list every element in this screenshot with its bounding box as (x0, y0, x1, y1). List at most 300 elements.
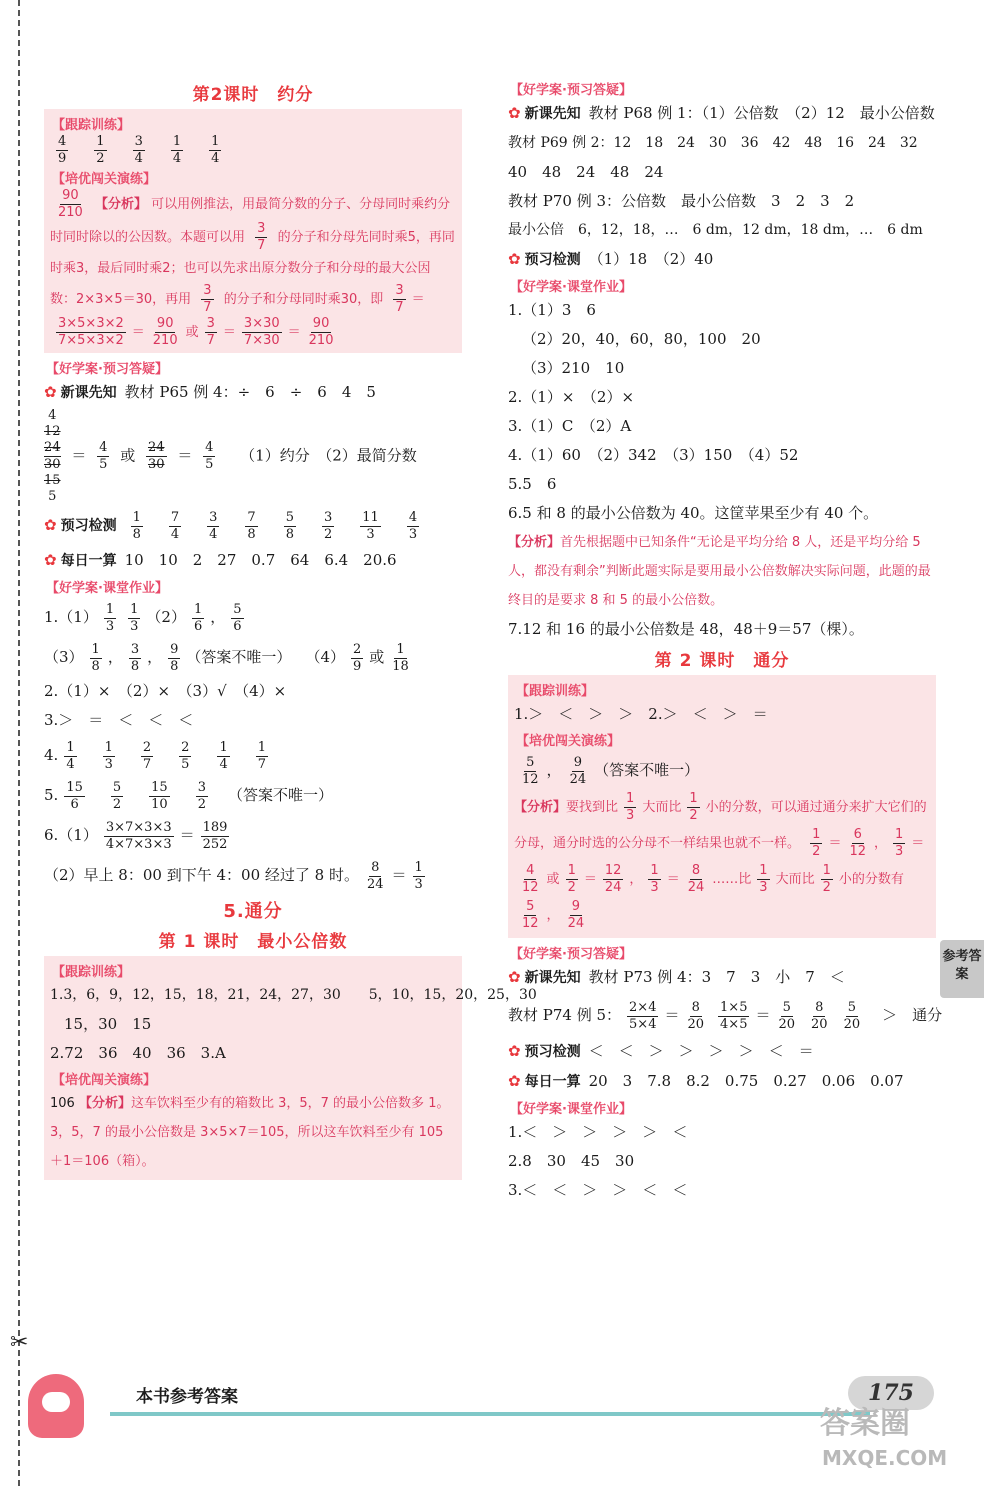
fraction (566, 863, 578, 896)
q1-a: 1.（1） $\frac{1}{3}$ $\frac{1}{3}$ （2） $\frac{1}{6}$ ， $\frac{5}{6}$ (44, 597, 462, 637)
flower-icon: ✿ (508, 250, 521, 268)
denominator: 4 (66, 756, 75, 772)
fraction (836, 999, 869, 1032)
denominator: 24 (567, 916, 585, 931)
eq-fraction (387, 283, 411, 315)
preview-tag: 【好学案·预习答疑】 (46, 362, 168, 377)
excel-tag: 【培优闯关演练】 (52, 1073, 157, 1088)
q4-fractions (58, 739, 288, 772)
mascot-icon (28, 1374, 84, 1438)
flower-icon: ✿ (44, 516, 57, 534)
denominator: 7×5×3×2 (58, 333, 124, 348)
denominator: 252 (202, 836, 228, 852)
numerator: 90 (62, 188, 79, 203)
numerator: 90 (312, 316, 330, 331)
nl3: 40 48 24 48 24 (508, 163, 664, 181)
fraction (751, 863, 775, 895)
fraction (624, 791, 636, 824)
fraction (97, 440, 109, 473)
numerator: 5 (782, 999, 791, 1015)
fraction (169, 510, 181, 543)
numerator: 1×5 (720, 999, 748, 1015)
flower-icon: ✿ (508, 968, 521, 986)
numerator: 1 (66, 739, 75, 755)
denominator: 4×5 (720, 1016, 748, 1032)
q2: 2.（1）× （2）× （3）√ （4）× (44, 682, 287, 700)
fraction (203, 440, 215, 473)
daily-calc-label: 每日一算 (60, 553, 117, 569)
preview-check-r2: ✿ 预习检测 ＜ ＜ ＞ ＞ ＞ ＞ ＜ ＝ (508, 1042, 814, 1060)
numerator: 8 (691, 863, 701, 878)
denominator: 5 (205, 457, 214, 472)
numerator: 3 (134, 134, 143, 149)
d1: 1.＜ ＞ ＞ ＞ ＞ ＜ (508, 1123, 688, 1141)
denominator: 3 (105, 618, 115, 634)
fraction (84, 641, 108, 674)
fraction (681, 791, 705, 823)
denominator: 12 (522, 880, 539, 895)
denominator: 3 (650, 880, 659, 895)
fraction (94, 134, 106, 167)
fraction (520, 899, 541, 932)
fraction (128, 602, 140, 635)
fraction (201, 283, 213, 316)
numerator: 1 (130, 601, 139, 617)
lesson-title-2: 第 2 课时 通分 (654, 651, 790, 671)
q3: 3.＞ ＝ ＜ ＜ ＜ (44, 711, 194, 729)
eq-fraction (145, 316, 186, 348)
numerator: 4 (526, 863, 535, 878)
numerator: 1 (895, 827, 904, 842)
denominator: 2 (567, 880, 576, 895)
numerator: 9 (170, 641, 179, 657)
fraction (56, 316, 126, 349)
numerator: 5 (847, 999, 856, 1015)
flower-icon: ✿ (508, 1042, 521, 1060)
track-training-box-2 (44, 956, 537, 1180)
denominator: 8 (132, 526, 141, 542)
denominator: 4×7×3×3 (105, 836, 172, 852)
t2-2: 2.72 36 40 36 3.A (50, 1044, 226, 1062)
nl4: 教材 P70 例 3：公倍数 最小公倍数 3 2 3 2 (508, 192, 855, 210)
numerator: 7 (247, 509, 256, 525)
denominator: 18 (392, 658, 409, 674)
c3: 3.（1）C （2）A (508, 417, 632, 435)
analysis-text: 的分子和分母同时乘30，即 (223, 292, 384, 307)
c2: 2.（1）× （2）× (508, 388, 635, 406)
denominator: 3 (414, 876, 423, 892)
denominator: 2 (689, 808, 698, 823)
numerator: 3 (206, 316, 215, 331)
fraction (284, 510, 296, 543)
denominator: 7 (206, 333, 215, 348)
fraction (131, 510, 143, 543)
fraction (98, 601, 122, 634)
fraction (680, 863, 713, 895)
fraction (255, 221, 267, 254)
numerator: 5 (112, 779, 122, 795)
fraction (712, 999, 755, 1032)
analysis-fraction (249, 221, 273, 253)
c4: 4.（1）60 （2）342 （3）150 （4）52 (508, 446, 799, 464)
ex-answer: $\frac{5}{12}$ ， $\frac{9}{24}$ （答案不唯一） (514, 750, 930, 790)
fraction (776, 1000, 797, 1033)
c1b: （2）20，40，60，80，100 20 (522, 330, 761, 348)
fraction (520, 755, 541, 788)
reduce-fraction (91, 440, 115, 472)
denominator: 12 (849, 844, 866, 859)
class-work-tag: 【好学案·课堂作业】 (510, 280, 632, 295)
numerator: 1 (414, 859, 423, 875)
fraction (129, 642, 141, 675)
numerator: 3×30 (243, 316, 280, 331)
numerator: 8 (371, 859, 380, 875)
c6: 6.5 和 8 的最小公倍数为 40。这筐苹果至少有 40 个。 (508, 504, 879, 522)
denominator: 3 (366, 526, 375, 542)
denominator: 2 (323, 526, 333, 542)
numerator: 9 (573, 754, 582, 770)
fraction (642, 863, 666, 895)
denominator: 12 (522, 916, 539, 931)
denominator: 5 (99, 457, 108, 472)
denominator: 7×30 (243, 333, 280, 348)
fraction (809, 1000, 830, 1033)
fraction (384, 641, 417, 674)
denominator: 20 (811, 1016, 828, 1032)
numerator: 1 (104, 739, 113, 755)
analysis-fraction (195, 283, 219, 315)
fraction (104, 820, 174, 853)
fraction (98, 819, 180, 852)
fraction (648, 863, 660, 896)
denominator: 12 (522, 771, 539, 787)
numerator: 1 (812, 827, 821, 842)
denominator: 6 (233, 618, 242, 634)
fraction (123, 641, 147, 674)
denominator: 4 (172, 151, 182, 166)
denominator: 10 (151, 796, 168, 812)
numerator: 6 (853, 827, 862, 842)
fraction (803, 999, 836, 1032)
reference-answer-tab: 参考答案 (940, 940, 984, 998)
fraction (122, 601, 146, 634)
numerator: 1 (822, 863, 831, 878)
denominator: 4 (211, 151, 220, 166)
numerator: 4 (99, 440, 108, 455)
denominator: 5×4 (629, 1016, 657, 1032)
numerator: 1 (689, 791, 698, 806)
denominator: 9 (352, 658, 362, 674)
scissors-icon: ✂ (10, 1330, 29, 1355)
fraction (618, 791, 642, 823)
daily-calc-row (44, 546, 462, 576)
numerator: 2×4 (629, 999, 657, 1015)
fraction (514, 863, 547, 895)
footer-band (110, 1412, 870, 1416)
numerator: 15 (151, 779, 168, 795)
numerator: 3×7×3×3 (105, 819, 172, 835)
numerator: 1 (626, 791, 635, 806)
denominator: 2 (812, 844, 821, 859)
fraction (770, 999, 803, 1032)
fraction (104, 602, 116, 635)
denominator: 24 (366, 876, 384, 892)
ex-analysis: 【分析】要找到比 $\frac{1}{3}$ 大而比 $\frac{1}{2}$ 小的分数，可以通过通分来扩大它们的分母，通分时选的公分母不一样结果也就不一样。 $\frac{1}{2}$ ＝ $\frac{6}{12}$ ， $\frac{1}{3}$ ＝ $\frac{4}{12}$ 或 $\frac{1}{2}$ ＝ $\frac{12}{24}$ ， $\frac{1}{3}$ ＝ $\frac{8}{24}$ ……比 $\frac{1}{3}$ 大而比 $\frac{1}{2}$ 小的分数有 $\frac{5}{12}$ ， $\frac{9}{24}$ (514, 791, 927, 931)
denominator: 8 (170, 658, 179, 674)
t2-1: 1.3，6，9，12，15，18，21，24，27，30 5，10，15，20，25，30 (50, 987, 537, 1003)
preview-check-label: 预习检测 (60, 518, 117, 534)
or-text: 或 (185, 325, 199, 340)
denominator: 2 (197, 796, 206, 812)
preview-check-r: ✿ 预习检测 （1）18 （2）40 (508, 250, 714, 268)
denominator: 20 (687, 1016, 705, 1032)
watermark-url: MXQE.COM (822, 1446, 948, 1470)
preview-tag: 【好学案·预习答疑】 (510, 83, 632, 98)
fraction (111, 780, 123, 813)
footer-label: 本书参考答案 (136, 1387, 238, 1407)
numerator: 9 (571, 899, 580, 914)
fraction (351, 642, 363, 675)
excel-analysis-2: 106 【分析】这车饮料至少有的箱数比 3，5，7 的最小公倍数多 1。3，5，7 的最小公倍数是 3×5×7＝105，所以这车饮料至少有 105＋1＝106（箱）。 (50, 1096, 450, 1169)
fraction (810, 827, 822, 860)
eq-fraction (199, 316, 223, 348)
fraction (168, 642, 180, 675)
fraction (514, 754, 547, 787)
numerator: 11 (362, 509, 379, 525)
denominator: 5 (181, 756, 190, 772)
numerator: 3 (257, 221, 266, 236)
numerator: 5 (526, 754, 535, 770)
numerator: 3 (395, 283, 404, 298)
fraction (757, 863, 769, 896)
d2: 2.8 30 45 30 (508, 1152, 635, 1170)
track-training-tag: 【跟踪训练】 (52, 965, 131, 980)
fraction (196, 780, 208, 813)
numerator: 15 (66, 779, 83, 795)
denominator: 9 (58, 151, 67, 166)
fraction (209, 134, 221, 167)
numerator: 2 (142, 739, 152, 755)
denominator: 210 (308, 333, 334, 348)
fraction (133, 134, 145, 167)
denominator: 7 (257, 756, 266, 772)
new-lesson-r1: ✿ 新课先知 教材 P68 例 1：（1）公倍数 （2）12 最小公倍数 (508, 104, 935, 122)
fraction (162, 641, 186, 674)
fraction (64, 740, 76, 773)
reduce-fraction (197, 440, 221, 472)
fraction (627, 1000, 658, 1033)
c5: 5.5 6 (508, 475, 557, 493)
new-lesson-label: 新课先知 (60, 385, 117, 401)
right-column (508, 78, 943, 1205)
numerator: 1 (96, 134, 105, 149)
fraction (685, 1000, 706, 1033)
fraction (413, 860, 425, 893)
new-lesson-row (44, 378, 462, 408)
preview-check-fractions (125, 509, 440, 542)
tr1: 1.＞ ＜ ＞ ＞ 2.＞ ＜ ＞ ＝ (514, 705, 768, 723)
fraction (141, 740, 153, 773)
denominator: 24 (569, 771, 587, 787)
fraction (566, 899, 587, 932)
denominator: 7 (257, 238, 266, 253)
fraction (345, 641, 369, 674)
fraction (242, 316, 282, 349)
fraction (205, 316, 217, 349)
excel-analysis: $\frac{90}{210}$ 【分析】 可以用例推法，用最简分数的分子、分母同时乘约分时同时除以的公因数。本题可以用 $\frac{3}{7}$ 的分子和分母先同时乘5，再同时乘3，最后同时乘2；也可以先求出原分数分子和分母的最大公因数：2×3×5＝30，再用 $\frac{3}{7}$ 的分子和分母同时乘30，即 $\frac{3}{7}$ ＝ $\frac{3\times 5\times 3\times 2}{7\times 5\times 3\times 2}$ ＝ $\frac{90}{210}$ 或 $\frac{3}{7}$ ＝ $\frac{3\times 30}{7\times 30}$ ＝ $\frac{90}{210}$ (50, 188, 455, 348)
numerator: 3×5×3×2 (58, 316, 124, 331)
numerator: 7 (170, 509, 180, 525)
denominator: 4 (219, 756, 228, 772)
numerator: 1 (105, 601, 115, 617)
numerator: 4 (408, 509, 418, 525)
numerator: 3 (209, 509, 218, 525)
fraction (245, 510, 257, 543)
numerator: 8 (691, 999, 700, 1015)
denominator: 7 (203, 300, 212, 315)
fraction (103, 740, 115, 773)
daily-calc-r: ✿ 每日一算 20 3 7.8 8.2 0.75 0.27 0.06 0.07 (508, 1072, 904, 1090)
fraction (322, 510, 334, 543)
analysis-text: 的分子和分母先同时乘5，再同时乘3，最后同时乘2；也可以先求出原分数分子和分母的最大公因数：2×3×5＝30，再用 (50, 230, 455, 307)
c7: 7.12 和 16 的最小公倍数是 48，48＋9＝57（棵）。 (508, 620, 864, 638)
fraction (179, 740, 191, 773)
denominator: 24 (604, 880, 622, 895)
fraction (514, 899, 547, 931)
fraction (307, 316, 336, 349)
fraction (603, 863, 624, 896)
fraction (893, 827, 905, 860)
track-training-box (44, 109, 462, 353)
fraction (195, 819, 236, 852)
fraction (207, 510, 219, 543)
q1-b: （3） $\frac{1}{8}$ ， $\frac{3}{8}$ ， $\frac{9}{8}$ （答案不唯一） （4） $\frac{2}{9}$ 或 $\frac{1}{18}$ (44, 637, 462, 677)
fraction (231, 602, 243, 635)
numerator: 1 (396, 641, 405, 657)
c1c: （3）210 10 (522, 359, 625, 377)
denominator: 4 (134, 151, 143, 166)
denominator: 3 (626, 808, 635, 823)
denominator: 2 (822, 880, 831, 895)
lesson-title: 第2课时 约分 (192, 85, 314, 105)
denominator: 20 (778, 1016, 796, 1032)
denominator: 8 (247, 526, 256, 542)
q6-a: 6.（1） $\frac{3\times 7\times 3\times 3}{4\times 7\times 3\times 3}$ ＝ $\frac{189}{252}$ (44, 815, 462, 855)
numerator: 5 (526, 899, 535, 914)
numerator: 1 (650, 863, 659, 878)
c1a: 1.（1）3 6 (508, 301, 596, 319)
fraction (365, 860, 386, 893)
nl5: 最小公倍 6，12，18，… 6 dm，12 dm，18 dm，… 6 dm (508, 222, 923, 238)
class-work-tag: 【好学案·课堂作业】 (510, 1102, 632, 1117)
fraction (225, 601, 249, 634)
numerator: 1 (172, 134, 182, 149)
answer-fraction (50, 188, 91, 220)
watermark: 答案圈 (820, 1406, 910, 1441)
new-lesson-text: 教材 P65 例 4：÷ 6 ÷ 6 4 5 (124, 383, 376, 401)
fraction (359, 859, 392, 892)
nl2: 教材 P69 例 2：12 18 24 30 36 42 48 16 24 32 (508, 135, 918, 151)
track-training-box-r (508, 675, 936, 938)
denominator: 8 (91, 658, 100, 674)
numerator: 3 (203, 283, 212, 298)
fraction (841, 827, 874, 859)
analysis-text: 可以用例推法，用最简分数的分子、分母同时乘约分时同时除以的公因数。本题可以用 (50, 197, 451, 245)
numerator: 8 (815, 999, 824, 1015)
d3: 3.＜ ＜ ＞ ＞ ＜ ＜ (508, 1181, 688, 1199)
numerator: 4 (205, 440, 214, 455)
analysis-tag: 【分析】 (94, 197, 147, 212)
fraction (687, 791, 699, 824)
fraction (393, 283, 405, 316)
numerator: 3 (130, 641, 140, 657)
numerator: 1 (211, 134, 220, 149)
unit-title: 5.通分 (223, 901, 283, 922)
reduce-answer: （1）约分 （2）最简分数 (240, 446, 417, 465)
cut-line (18, 0, 20, 1486)
daily-calc-values: 10 10 2 27 0.7 64 6.4 20.6 (124, 551, 397, 569)
t2-1b: 15，30 15 (64, 1015, 152, 1033)
denominator: 7 (395, 300, 404, 315)
fraction (560, 863, 584, 895)
fraction (621, 999, 664, 1032)
fraction (568, 755, 589, 788)
numerator: 1 (91, 641, 100, 657)
c6-analysis: 【分析】首先根据题中已知条件“无论是平均分给 8 人，还是平均分给 5 人，都没有剩余”判断此题实际是要用最小公倍数解决实际问题，此题的最终目的是要求 8 和 5 的最小公倍数。 (508, 535, 931, 608)
denominator: 8 (130, 658, 140, 674)
denominator: 2 (112, 796, 122, 812)
reduce-row: 4 12 24 30 15 5 ＝ $\frac{4}{5}$ 或 $\frac{24}{30}$ ＝ $\frac{4}{5}$ （1）约分 （2）最简分数 (44, 408, 417, 504)
fraction (390, 642, 411, 675)
fraction (90, 642, 102, 675)
denominator: 8 (285, 526, 294, 542)
fraction (186, 601, 210, 634)
numerator: 1 (759, 863, 768, 878)
numerator: 2 (181, 739, 190, 755)
fraction (171, 134, 183, 167)
denominator: 210 (152, 333, 178, 348)
denominator: 6 (70, 796, 79, 812)
denominator: 4 (170, 526, 180, 542)
denominator: 7 (142, 756, 152, 772)
numerator: 1 (257, 739, 266, 755)
reduce-cross-numer: 4 12 24 30 15 5 (44, 408, 61, 504)
denominator: 3 (130, 618, 139, 634)
fraction (847, 827, 868, 860)
fraction (804, 827, 828, 859)
fraction (192, 602, 204, 635)
fraction (256, 740, 268, 773)
fraction (821, 863, 833, 896)
preview-check-row (44, 505, 462, 546)
numerator: 1 (567, 863, 576, 878)
fraction (815, 863, 839, 895)
denominator: 3 (104, 756, 113, 772)
fraction (562, 754, 595, 787)
fraction (887, 827, 911, 859)
fraction (520, 863, 541, 896)
track-training-tag: 【跟踪训练】 (516, 684, 595, 699)
fraction (597, 863, 630, 895)
eq-fraction (301, 316, 342, 348)
flower-icon: ✿ (44, 551, 57, 569)
fraction (718, 1000, 749, 1033)
fraction (560, 899, 593, 931)
q5: 5. $\frac{15}{6}$ $\frac{5}{2}$ $\frac{15}{10}$ $\frac{3}{2}$ （答案不唯一） (44, 779, 333, 812)
numerator: 90 (156, 316, 174, 331)
denominator: 24 (687, 880, 705, 895)
p74-row: 教材 P74 例 5： $\frac{2\times 4}{5\times 4}$ ＝ $\frac{8}{20}$ $\frac{1\times 5}{4\times 5}$ ＝ $\frac{5}{20}$ $\frac{8}{20}$ $\frac{5}{20}$ ＞ 通分 (508, 999, 943, 1032)
